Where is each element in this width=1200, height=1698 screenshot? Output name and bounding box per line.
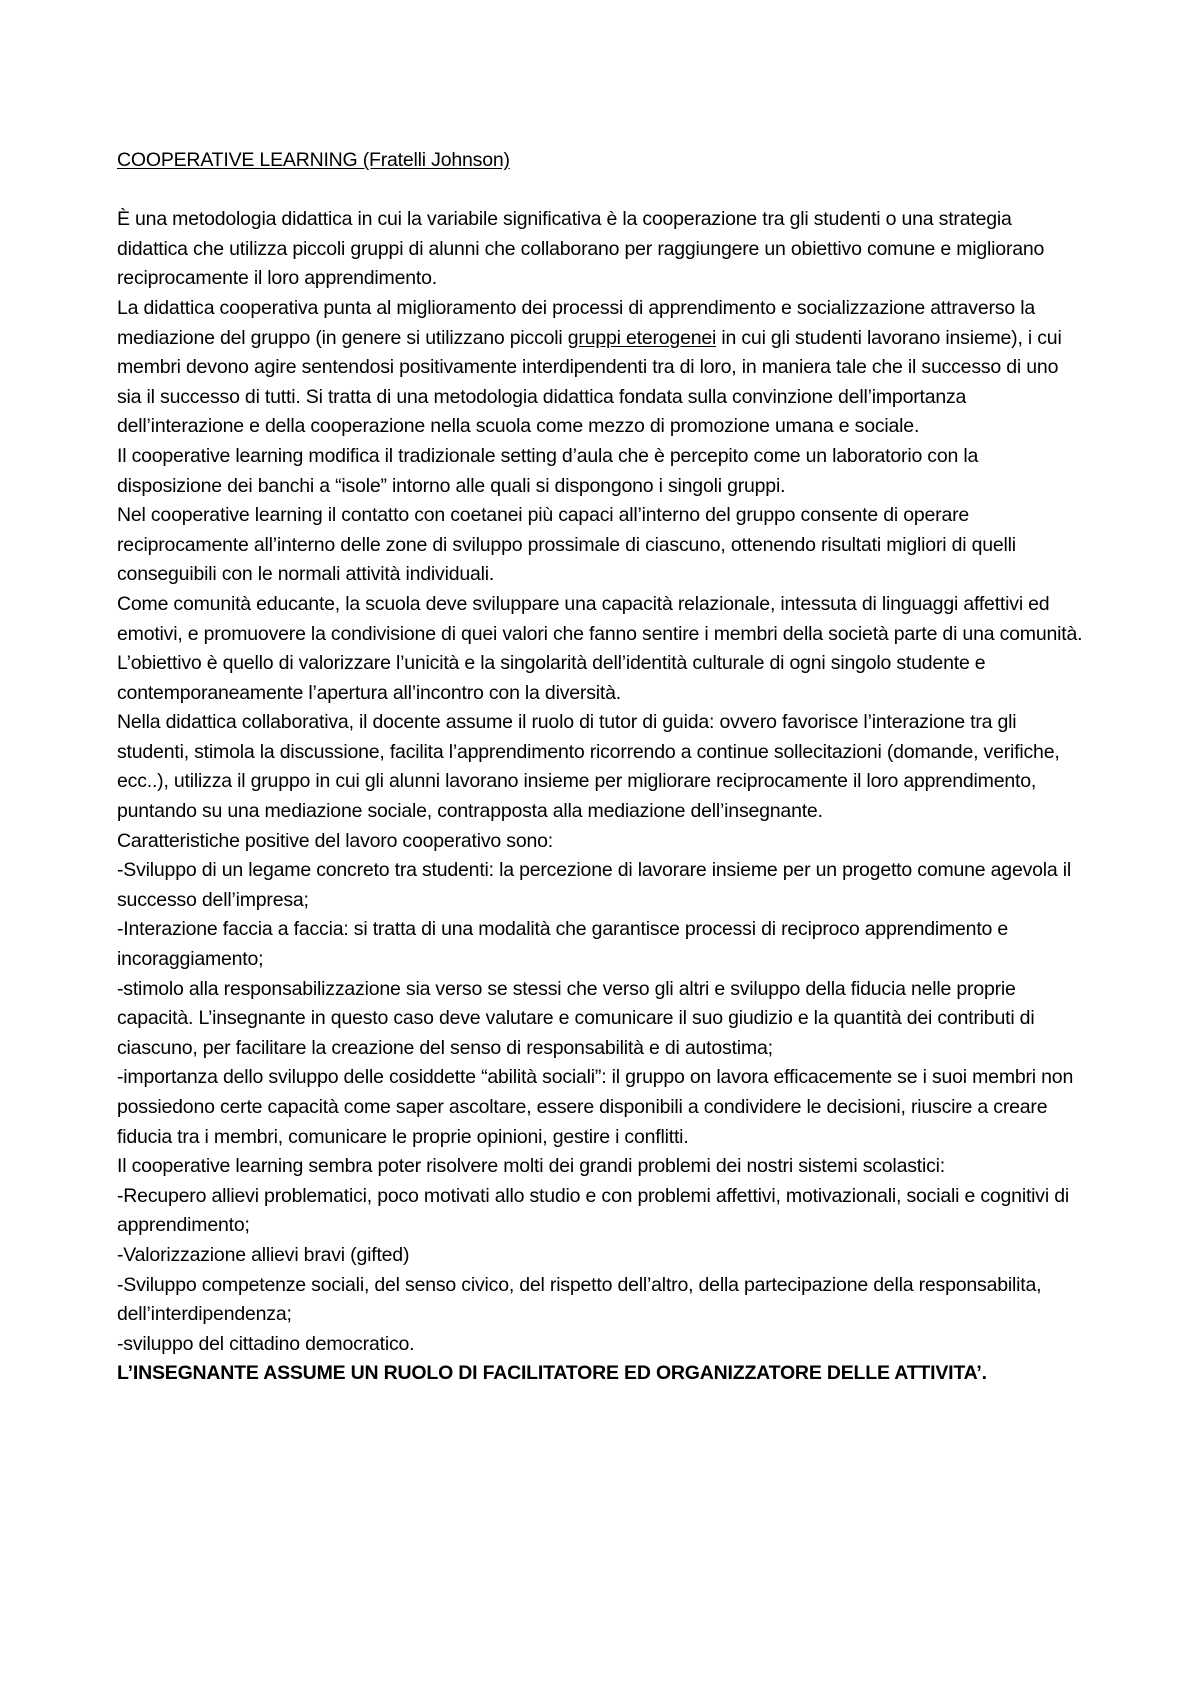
blank-line: [117, 176, 1083, 206]
paragraph-definition: È una metodologia didattica in cui la variabile significativa è la cooperazione tra gli studenti o una strategia didattica che utilizza piccoli gruppi di alunni che collaborano per raggiungere un obiettivo comune e migliorano reciprocamente il loro apprendimento.: [117, 208, 1045, 290]
list-item: -importanza dello sviluppo delle cosiddette “abilità sociali”: il gruppo on lavora efficacemente se i suoi membri non possiedono certe capacità come saper ascoltare, essere disponibili a condividere le decisioni, riuscire a creare fiducia tra i membri, comunicare le proprie opinioni, gestire i conflitti.: [117, 1066, 1074, 1148]
closing-statement: L’INSEGNANTE ASSUME UN RUOLO DI FACILITATORE ED ORGANIZZATORE DELLE ATTIVITA’.: [117, 1362, 987, 1385]
list-item: -Interazione faccia a faccia: si tratta di una modalità che garantisce processi di reciproco apprendimento e incoraggiamento;: [117, 918, 1009, 971]
list-item: -Valorizzazione allievi bravi (gifted): [117, 1243, 410, 1266]
paragraph-didattica-cooperativa: [117, 294, 1083, 442]
paragraph-caratteristiche: Caratteristiche positive del lavoro cooperativo sono:: [117, 829, 553, 852]
list-item: -Recupero allievi problematici, poco motivati allo studio e con problemi affettivi, motivazionali, sociali e cognitivi di apprendimento;: [117, 1184, 1069, 1237]
paragraph-text: La didattica cooperativa punta al miglioramento dei processi di apprendimento e socializzazione attraverso la mediazione del gruppo (in genere si utilizzano piccoli: [117, 296, 1035, 349]
underlined-term: gruppi eterogenei: [567, 326, 717, 349]
list-item: -Sviluppo di un legame concreto tra studenti: la percezione di lavorare insieme per un progetto comune agevola il successo dell’impresa;: [117, 859, 1072, 911]
paragraph-coetanei: Nel cooperative learning il contatto con coetanei più capaci all’interno del gruppo consente di operare reciprocamente all’interno delle zone di sviluppo prossimale di ciascuno, ottenendo risultati migliori di quelli conseguibili con le normali attività individuali.: [117, 504, 1016, 586]
list-item: -Sviluppo competenze sociali, del senso civico, del rispetto dell’altro, della partecipazione della responsabilita, dell’interdipendenza;: [117, 1273, 1042, 1326]
document-title: COOPERATIVE LEARNING (Fratelli Johnson): [117, 149, 510, 171]
paragraph-problemi: Il cooperative learning sembra poter risolvere molti dei grandi problemi dei nostri sistemi scolastici:: [117, 1155, 946, 1178]
paragraph-text: in cui gli studenti lavorano insieme), i cui membri devono agire sentendosi positivamente interdipendenti tra di loro, in maniera tale che il successo di uno sia il successo di tutti. Si tratta di una metodologia didattica fondata sulla convinzione dell’importanza dell’interazione e della cooperazione nella scuola come mezzo di promozione umana e sociale.: [117, 326, 1062, 438]
paragraph-docente: Nella didattica collaborativa, il docente assume il ruolo di tutor di guida: ovvero favorisce l’interazione tra gli studenti, stimola la discussione, facilita l’apprendimento ricorrendo a continue sollecitazioni (domande, verifiche, ecc..), utilizza il gruppo in cui gli alunni lavorano insieme per migliorare reciprocamente il loro apprendimento, puntando su una mediazione sociale, contrapposta alla mediazione dell’insegnante.: [117, 711, 1060, 823]
paragraph-comunita: Come comunità educante, la scuola deve sviluppare una capacità relazionale, intessuta di linguaggi affettivi ed emotivi, e promuovere la condivisione di quei valori che fanno sentire i membri della società parte di una comunità. L’obiettivo è quello di valorizzare l’unicità e la singolarità dell’identità culturale di ogni singolo studente e contemporaneamente l’apertura all’incontro con la diversità.: [117, 592, 1083, 704]
list-item: -stimolo alla responsabilizzazione sia verso se stessi che verso gli altri e sviluppo della fiducia nelle proprie capacità. L’insegnante in questo caso deve valutare e comunicare il suo giudizio e la quantità dei contributi di ciascuno, per facilitare la creazione del senso di responsabilità e di autostima;: [117, 977, 1035, 1059]
paragraph-setting: Il cooperative learning modifica il tradizionale setting d’aula che è percepito come un laboratorio con la disposizione dei banchi a “isole” intorno alle quali si dispongono i singoli gruppi.: [117, 444, 979, 497]
list-item: -sviluppo del cittadino democratico.: [117, 1332, 415, 1355]
document-page: [117, 146, 1083, 1389]
